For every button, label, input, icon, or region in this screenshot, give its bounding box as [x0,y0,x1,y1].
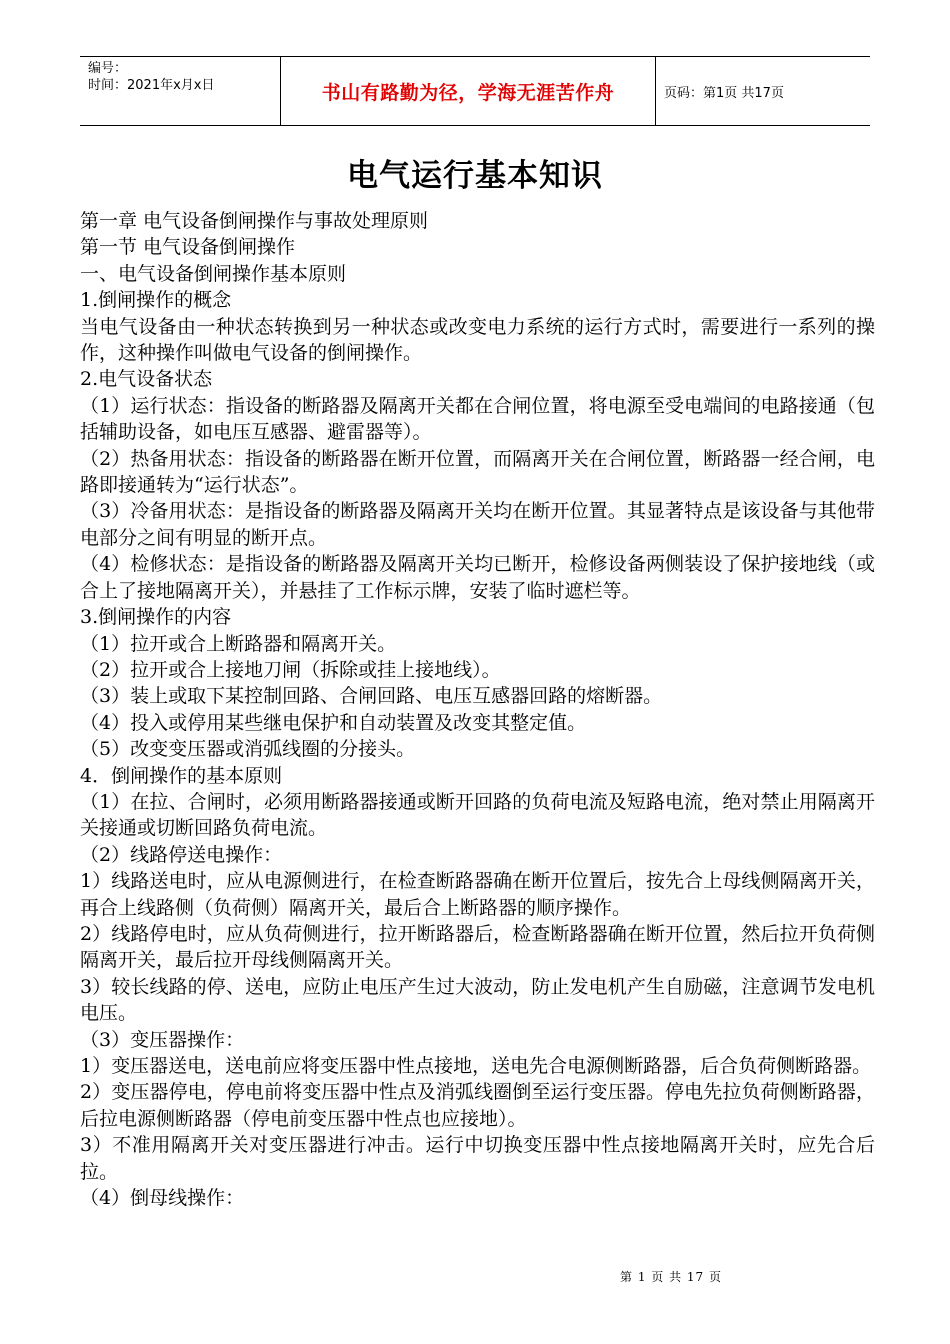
paragraph: 当电气设备由一种状态转换到另一种状态或改变电力系统的运行方式时，需要进行一系列的操作，这种操作叫做电气设备的倒闸操作。 [80,315,875,365]
paragraph: 1）线路送电时，应从电源侧进行，在检查断路器确在断开位置后，按先合上母线侧隔离开关，再合上线路侧（负荷侧）隔离开关，最后合上断路器的顺序操作。 [80,870,875,919]
header-motto-cell [280,57,656,125]
list-item: （5）改变变压器或消弧线圈的分接头。 [80,738,416,761]
list-item: （2）线路停送电操作： [80,843,283,866]
item-heading: 1.倒闸操作的概念 [80,289,232,312]
document-number-label: 编号： [88,61,128,76]
list-item: （2）拉开或合上接地刀闸（拆除或挂上接地线）。 [80,658,501,681]
list-item: （1）拉开或合上断路器和隔离开关。 [80,632,397,655]
paragraph: 3）较长线路的停、送电，应防止电压产生过大波动，防止发电机产生自励磁，注意调节发电机电压。 [80,975,875,1025]
paragraph: 1）变压器送电，送电前应将变压器中性点接地，送电先合电源侧断路器，后合负荷侧断路器。 [80,1055,872,1077]
item-heading: 3.倒闸操作的内容 [80,606,232,629]
document-time-label: 时间：2021年x月x日 [88,78,215,93]
item-heading: 2.电气设备状态 [80,368,213,391]
subsection-heading: 一、电气设备倒闸操作基本原则 [80,262,347,285]
list-item: （3）变压器操作： [80,1028,245,1051]
item-heading: 4．倒闸操作的基本原则 [80,764,283,787]
paragraph: （4）检修状态：是指设备的断路器及隔离开关均已断开，检修设备两侧装设了保护接地线（或合上了接地隔离开关），并悬挂了工作标示牌，安装了临时遮栏等。 [80,553,875,602]
paragraph: 2）变压器停电，停电前将变压器中性点及消弧线圈倒至运行变压器。停电先拉负荷侧断路器，后拉电源侧断路器（停电前变压器中性点也应接地）。 [80,1081,875,1130]
paragraph: （1）在拉、合闸时，必须用断路器接通或断开回路的负荷电流及短路电流，绝对禁止用隔离开关接通或切断回路负荷电流。 [80,790,875,840]
chapter-heading: 第一章 电气设备倒闸操作与事故处理原则 [80,210,429,232]
header-page-info: 页码：第1页 共17页 [664,85,784,101]
section-heading: 第一节 电气设备倒闸操作 [80,236,296,259]
header-page-cell [656,57,870,125]
paragraph: （3）冷备用状态：是指设备的断路器及隔离开关均在断开位置。其显著特点是该设备与其他带电部分之间有明显的断开点。 [80,500,875,549]
header-info-cell [80,57,280,125]
document-body [80,208,875,1211]
paragraph: 3）不准用隔离开关对变压器进行冲击。运行中切换变压器中性点接地隔离开关时，应先合后拉。 [80,1134,875,1183]
header-motto: 书山有路勤为径，学海无涯苦作舟 [321,81,615,104]
paragraph: （2）热备用状态：指设备的断路器在断开位置，而隔离开关在合闸位置，断路器一经合闸，电路即接通转为“运行状态”。 [80,447,875,497]
list-item: （3）装上或取下某控制回路、合闸回路、电压互感器回路的熔断器。 [80,685,663,708]
document-title: 电气运行基本知识 [347,158,603,194]
list-item: （4）投入或停用某些继电保护和自动装置及改变其整定值。 [80,711,587,734]
paragraph: （1）运行状态：指设备的断路器及隔离开关都在合闸位置，将电源至受电端间的电路接通（包括辅助设备，如电压互感器、避雷器等）。 [80,394,875,444]
list-item: （4）倒母线操作： [80,1187,245,1210]
header-table [80,56,870,126]
paragraph: 2）线路停电时，应从负荷侧进行，拉开断路器后，检查断路器确在断开位置，然后拉开负荷侧隔离开关，最后拉开母线侧隔离开关。 [80,922,875,972]
page-footer: 第 1 页 共 17 页 [620,1270,722,1284]
